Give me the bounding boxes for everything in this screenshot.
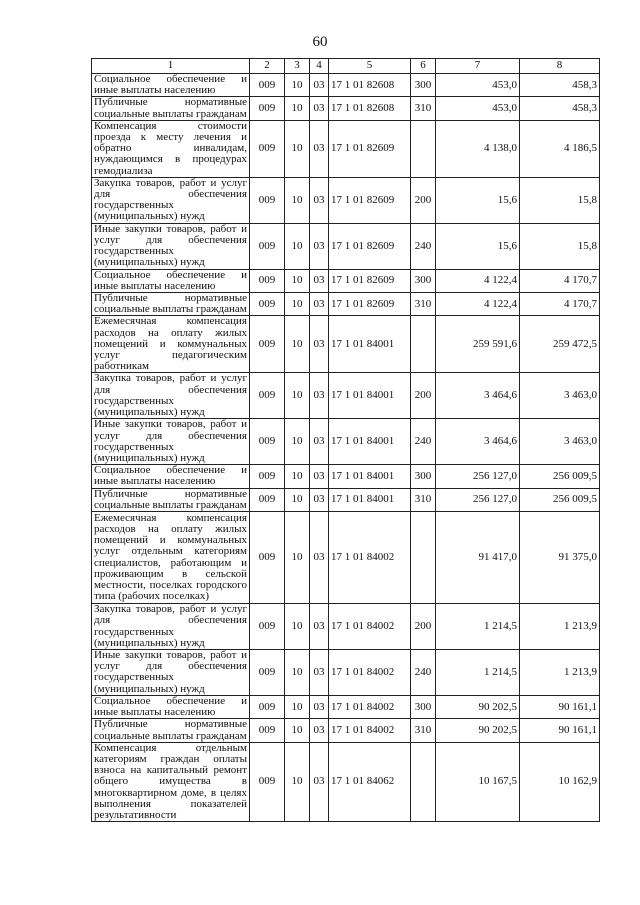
amount-col8-cell: 10 162,9: [520, 742, 600, 821]
table-row: [92, 649, 600, 695]
target-article-cell: 17 1 01 82608: [329, 97, 411, 120]
expense-type-cell: 200: [411, 604, 436, 650]
code-cell: 009: [250, 316, 285, 373]
code-cell: 009: [250, 177, 285, 223]
target-article-cell: 17 1 01 84001: [329, 465, 411, 488]
code-cell: 009: [250, 465, 285, 488]
row-name-cell: Иные закупки товаров, работ и услуг для обеспечения государственных (муниципальных) нужд: [92, 419, 250, 465]
subsection-cell: 03: [310, 604, 329, 650]
target-article-cell: 17 1 01 82609: [329, 293, 411, 316]
amount-col8-cell: 15,8: [520, 223, 600, 269]
amount-col8-cell: 256 009,5: [520, 465, 600, 488]
column-header: 3: [285, 59, 310, 74]
amount-col7-cell: 453,0: [436, 74, 520, 97]
amount-col8-cell: 1 213,9: [520, 604, 600, 650]
code-cell: 009: [250, 512, 285, 604]
code-cell: 009: [250, 695, 285, 718]
section-cell: 10: [285, 293, 310, 316]
amount-col7-cell: 259 591,6: [436, 316, 520, 373]
amount-col8-cell: 3 463,0: [520, 419, 600, 465]
section-cell: 10: [285, 177, 310, 223]
amount-col8-cell: 15,8: [520, 177, 600, 223]
target-article-cell: 17 1 01 84002: [329, 512, 411, 604]
row-name-cell: Закупка товаров, работ и услуг для обеспечения государственных (муниципальных) нужд: [92, 604, 250, 650]
table-row: [92, 742, 600, 821]
expense-type-cell: 300: [411, 465, 436, 488]
target-article-cell: 17 1 01 84002: [329, 719, 411, 742]
subsection-cell: 03: [310, 269, 329, 292]
table-row: [92, 488, 600, 511]
target-article-cell: 17 1 01 84001: [329, 373, 411, 419]
amount-col7-cell: 15,6: [436, 177, 520, 223]
amount-col8-cell: 90 161,1: [520, 719, 600, 742]
code-cell: 009: [250, 373, 285, 419]
table-row: [92, 465, 600, 488]
target-article-cell: 17 1 01 82609: [329, 120, 411, 177]
expense-type-cell: 300: [411, 695, 436, 718]
row-name-cell: Ежемесячная компенсация расходов на оплату жилых помещений и коммунальных услуг отдельным категориям специалистов, работающим и проживающим в сельской местности, поселках городского типа (рабочих поселках): [92, 512, 250, 604]
table-row: [92, 373, 600, 419]
table-row: [92, 177, 600, 223]
code-cell: 009: [250, 74, 285, 97]
target-article-cell: 17 1 01 84001: [329, 488, 411, 511]
code-cell: 009: [250, 649, 285, 695]
subsection-cell: 03: [310, 488, 329, 511]
expense-type-cell: 310: [411, 293, 436, 316]
target-article-cell: 17 1 01 84062: [329, 742, 411, 821]
amount-col7-cell: 3 464,6: [436, 373, 520, 419]
table-row: [92, 269, 600, 292]
row-name-cell: Социальное обеспечение и иные выплаты населению: [92, 74, 250, 97]
amount-col7-cell: 4 138,0: [436, 120, 520, 177]
expense-type-cell: 200: [411, 373, 436, 419]
column-header: 5: [329, 59, 411, 74]
subsection-cell: 03: [310, 465, 329, 488]
table-row: [92, 604, 600, 650]
section-cell: 10: [285, 269, 310, 292]
target-article-cell: 17 1 01 82609: [329, 269, 411, 292]
amount-col7-cell: 10 167,5: [436, 742, 520, 821]
table-row: [92, 695, 600, 718]
amount-col7-cell: 91 417,0: [436, 512, 520, 604]
amount-col8-cell: 259 472,5: [520, 316, 600, 373]
row-name-cell: Социальное обеспечение и иные выплаты населению: [92, 465, 250, 488]
section-cell: 10: [285, 649, 310, 695]
column-header: 1: [92, 59, 250, 74]
amount-col7-cell: 4 122,4: [436, 269, 520, 292]
table-body: [92, 74, 600, 822]
code-cell: 009: [250, 97, 285, 120]
code-cell: 009: [250, 293, 285, 316]
subsection-cell: 03: [310, 293, 329, 316]
amount-col7-cell: 453,0: [436, 97, 520, 120]
section-cell: 10: [285, 419, 310, 465]
subsection-cell: 03: [310, 120, 329, 177]
expense-type-cell: 300: [411, 74, 436, 97]
amount-col8-cell: 91 375,0: [520, 512, 600, 604]
table-row: [92, 293, 600, 316]
amount-col7-cell: 256 127,0: [436, 465, 520, 488]
row-name-cell: Компенсация отдельным категориям граждан оплаты взноса на капитальный ремонт общего имущества в многоквартирном доме, в целях выполнения показателей результативности: [92, 742, 250, 821]
expense-type-cell: 310: [411, 488, 436, 511]
column-header: 7: [436, 59, 520, 74]
code-cell: 009: [250, 269, 285, 292]
amount-col7-cell: 1 214,5: [436, 604, 520, 650]
amount-col7-cell: 3 464,6: [436, 419, 520, 465]
section-cell: 10: [285, 465, 310, 488]
amount-col8-cell: 4 186,5: [520, 120, 600, 177]
expense-type-cell: 300: [411, 269, 436, 292]
section-cell: 10: [285, 488, 310, 511]
section-cell: 10: [285, 742, 310, 821]
amount-col8-cell: 458,3: [520, 97, 600, 120]
amount-col7-cell: 15,6: [436, 223, 520, 269]
row-name-cell: Социальное обеспечение и иные выплаты населению: [92, 695, 250, 718]
section-cell: 10: [285, 604, 310, 650]
expense-type-cell: 240: [411, 419, 436, 465]
table-row: [92, 223, 600, 269]
section-cell: 10: [285, 97, 310, 120]
amount-col8-cell: 3 463,0: [520, 373, 600, 419]
subsection-cell: 03: [310, 373, 329, 419]
subsection-cell: 03: [310, 695, 329, 718]
row-name-cell: Иные закупки товаров, работ и услуг для обеспечения государственных (муниципальных) нужд: [92, 649, 250, 695]
row-name-cell: Публичные нормативные социальные выплаты гражданам: [92, 719, 250, 742]
row-name-cell: Закупка товаров, работ и услуг для обеспечения государственных (муниципальных) нужд: [92, 373, 250, 419]
target-article-cell: 17 1 01 84002: [329, 695, 411, 718]
amount-col8-cell: 4 170,7: [520, 293, 600, 316]
table-row: [92, 120, 600, 177]
code-cell: 009: [250, 223, 285, 269]
header-row: [92, 59, 600, 74]
amount-col7-cell: 90 202,5: [436, 719, 520, 742]
expense-type-cell: [411, 512, 436, 604]
code-cell: 009: [250, 488, 285, 511]
subsection-cell: 03: [310, 74, 329, 97]
code-cell: 009: [250, 120, 285, 177]
code-cell: 009: [250, 719, 285, 742]
row-name-cell: Иные закупки товаров, работ и услуг для обеспечения государственных (муниципальных) нужд: [92, 223, 250, 269]
amount-col8-cell: 458,3: [520, 74, 600, 97]
target-article-cell: 17 1 01 84001: [329, 419, 411, 465]
expense-type-cell: 240: [411, 649, 436, 695]
page-number: 60: [312, 34, 328, 50]
section-cell: 10: [285, 74, 310, 97]
amount-col8-cell: 256 009,5: [520, 488, 600, 511]
amount-col7-cell: 256 127,0: [436, 488, 520, 511]
target-article-cell: 17 1 01 82609: [329, 177, 411, 223]
row-name-cell: Публичные нормативные социальные выплаты гражданам: [92, 488, 250, 511]
amount-col8-cell: 90 161,1: [520, 695, 600, 718]
column-header: 4: [310, 59, 329, 74]
section-cell: 10: [285, 695, 310, 718]
expense-type-cell: [411, 120, 436, 177]
row-name-cell: Закупка товаров, работ и услуг для обеспечения государственных (муниципальных) нужд: [92, 177, 250, 223]
section-cell: 10: [285, 373, 310, 419]
table-row: [92, 719, 600, 742]
amount-col7-cell: 1 214,5: [436, 649, 520, 695]
subsection-cell: 03: [310, 419, 329, 465]
subsection-cell: 03: [310, 649, 329, 695]
column-header: 8: [520, 59, 600, 74]
row-name-cell: Публичные нормативные социальные выплаты гражданам: [92, 97, 250, 120]
amount-col7-cell: 90 202,5: [436, 695, 520, 718]
target-article-cell: 17 1 01 84001: [329, 316, 411, 373]
amount-col8-cell: 1 213,9: [520, 649, 600, 695]
table-row: [92, 419, 600, 465]
target-article-cell: 17 1 01 84002: [329, 604, 411, 650]
column-header: 6: [411, 59, 436, 74]
subsection-cell: 03: [310, 512, 329, 604]
subsection-cell: 03: [310, 97, 329, 120]
expense-type-cell: 200: [411, 177, 436, 223]
target-article-cell: 17 1 01 84002: [329, 649, 411, 695]
subsection-cell: 03: [310, 316, 329, 373]
code-cell: 009: [250, 742, 285, 821]
subsection-cell: 03: [310, 719, 329, 742]
expense-type-cell: [411, 742, 436, 821]
column-header: 2: [250, 59, 285, 74]
section-cell: 10: [285, 719, 310, 742]
expense-type-cell: [411, 316, 436, 373]
amount-col8-cell: 4 170,7: [520, 269, 600, 292]
budget-table: [91, 58, 600, 822]
subsection-cell: 03: [310, 177, 329, 223]
amount-col7-cell: 4 122,4: [436, 293, 520, 316]
table-row: [92, 512, 600, 604]
section-cell: 10: [285, 223, 310, 269]
target-article-cell: 17 1 01 82608: [329, 74, 411, 97]
table-row: [92, 97, 600, 120]
subsection-cell: 03: [310, 742, 329, 821]
code-cell: 009: [250, 604, 285, 650]
expense-type-cell: 240: [411, 223, 436, 269]
expense-type-cell: 310: [411, 97, 436, 120]
row-name-cell: Компенсация стоимости проезда к месту лечения и обратно инвалидам, нуждающимся в процедурах гемодиализа: [92, 120, 250, 177]
row-name-cell: Социальное обеспечение и иные выплаты населению: [92, 269, 250, 292]
section-cell: 10: [285, 120, 310, 177]
subsection-cell: 03: [310, 223, 329, 269]
row-name-cell: Публичные нормативные социальные выплаты гражданам: [92, 293, 250, 316]
table-row: [92, 316, 600, 373]
row-name-cell: Ежемесячная компенсация расходов на оплату жилых помещений и коммунальных услуг педагогическим работникам: [92, 316, 250, 373]
section-cell: 10: [285, 316, 310, 373]
target-article-cell: 17 1 01 82609: [329, 223, 411, 269]
code-cell: 009: [250, 419, 285, 465]
section-cell: 10: [285, 512, 310, 604]
expense-type-cell: 310: [411, 719, 436, 742]
table-row: [92, 74, 600, 97]
